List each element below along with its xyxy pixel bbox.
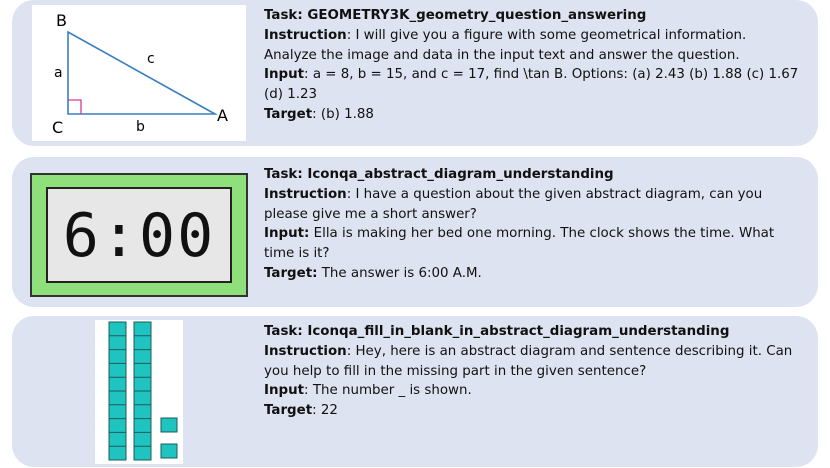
task-name: Iconqa_abstract_diagram_understanding [307, 167, 614, 182]
input-line [264, 381, 800, 401]
target-line [264, 401, 800, 421]
right-angle-marker [68, 100, 81, 114]
example-text [264, 6, 800, 125]
instruction-line [264, 185, 800, 225]
vertex-label-b: B [56, 11, 67, 30]
target-line [264, 264, 800, 284]
instruction-line [264, 342, 800, 382]
input-label: Input [264, 383, 305, 399]
input-text: Ella is making her bed one morning. The clock shows the time. What time is it? [264, 226, 775, 262]
task-label: Task: [264, 324, 308, 339]
base-ten-blocks [95, 320, 183, 464]
ones-cube [161, 444, 177, 458]
input-text: : a = 8, b = 15, and c = 17, find \tan B. Options: (a) 2.43 (b) 1.88 (c) 1.67 (d) 1.23 [264, 67, 799, 103]
target-text: : (b) 1.88 [312, 106, 374, 122]
input-text: : The number _ is shown. [304, 383, 472, 399]
input-label: Input: [264, 226, 310, 242]
triangle-figure [32, 5, 246, 141]
vertex-label-c: C [52, 118, 64, 137]
input-label: Input [264, 67, 305, 83]
triangle-diagram [32, 5, 246, 141]
instruction-label: Instruction [264, 186, 347, 202]
example-text [264, 165, 800, 284]
task-line [264, 6, 800, 26]
task-label: Task: [264, 8, 308, 23]
blocks-diagram [95, 320, 183, 464]
digital-clock [30, 173, 248, 297]
clock-face [46, 187, 232, 283]
input-line [264, 65, 800, 105]
task-line [264, 165, 800, 185]
example-card-blocks [12, 316, 818, 467]
input-line [264, 224, 800, 264]
vertex-label-a: A [217, 106, 228, 125]
target-label: Target [264, 106, 313, 122]
instruction-label: Instruction [264, 343, 347, 359]
instruction-text: : I will give you a figure with some geometrical information. Analyze the image and data in the input text and answer the question. [264, 27, 747, 63]
instruction-label: Instruction [264, 27, 347, 43]
side-label-b: b [136, 119, 145, 135]
triangle-shape [68, 32, 215, 114]
target-text: : 22 [312, 403, 338, 419]
example-text [264, 322, 800, 421]
target-label: Target [264, 403, 313, 419]
side-label-c: c [147, 51, 155, 67]
target-line [264, 105, 800, 125]
clock-time: 6:00 [62, 201, 216, 271]
instruction-line [264, 26, 800, 66]
ones-cube [161, 418, 177, 432]
task-label: Task: [264, 167, 308, 182]
instruction-text: : I have a question about the given abstract diagram, can you please give me a short answer? [264, 186, 763, 222]
instruction-text: : Hey, here is an abstract diagram and sentence describing it. Can you help to fill in the missing part in the given sentence? [264, 343, 793, 379]
example-card-geometry [12, 0, 818, 146]
task-name: GEOMETRY3K_geometry_question_answering [307, 8, 647, 23]
target-text: The answer is 6:00 A.M. [317, 265, 482, 281]
example-card-clock [12, 157, 818, 307]
task-line [264, 322, 800, 342]
task-name: Iconqa_fill_in_blank_in_abstract_diagram_understanding [307, 324, 730, 339]
side-label-a: a [54, 65, 63, 81]
target-label: Target: [264, 265, 318, 281]
